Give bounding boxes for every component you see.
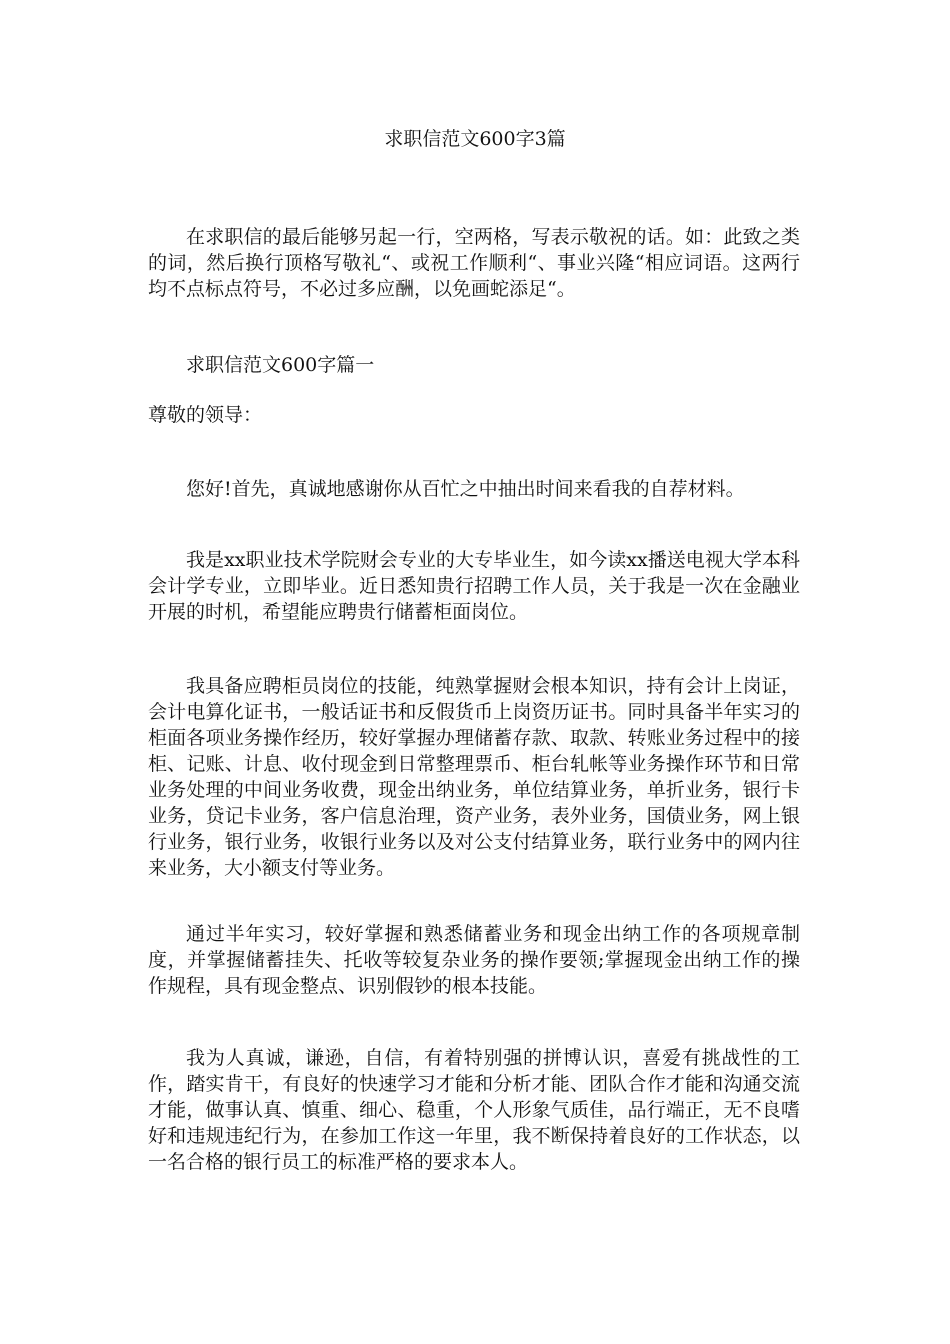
intro-paragraph: 在求职信的最后能够另起一行，空两格，写表示敬祝的话。如：此致之类的词，然后换行顶格写敬礼“、或祝工作顺利“、事业兴隆“相应词语。这两行均不点标点符号，不必过多应酬，以免画蛇添足“。	[148, 226, 800, 300]
body-paragraph-1: 您好!首先，真诚地感谢你从百忙之中抽出时间来看我的自荐材料。	[186, 478, 745, 500]
body-paragraph-4: 通过半年实习，较好掌握和熟悉储蓄业务和现金出纳工作的各项规章制度，并掌握储蓄挂失、托收等较复杂业务的操作要领;掌握现金出纳工作的操作规程，具有现金整点、识别假钞的根本技能。	[148, 923, 800, 997]
document-title: 求职信范文600字3篇	[384, 128, 566, 150]
body-paragraph-3: 我具备应聘柜员岗位的技能，纯熟掌握财会根本知识，持有会计上岗证，会计电算化证书，一般话证书和反假货币上岗资历证书。同时具备半年实习的柜面各项业务操作经历，较好掌握办理储蓄存款、取款、转账业务过程中的接柜、记账、计息、收付现金到日常整理票币、柜台轧帐等业务操作环节和日常业务处理的中间业务收费，现金出纳业务，单位结算业务，单折业务，银行卡业务，贷记卡业务，客户信息治理，资产业务，表外业务，国债业务，网上银行业务，银行业务，收银行业务以及对公支付结算业务，联行业务中的网内往来业务，大小额支付等业务。	[148, 675, 800, 879]
salutation: 尊敬的领导：	[148, 404, 263, 426]
body-paragraph-5: 我为人真诚，谦逊，自信，有着特别强的拼博认识，喜爱有挑战性的工作，踏实肯干，有良好的快速学习才能和分析才能、团队合作才能和沟通交流才能，做事认真、慎重、细心、稳重，个人形象气质佳，品行端正，无不良嗜好和违规违纪行为，在参加工作这一年里，我不断保持着良好的工作状态，以一名合格的银行员工的标准严格的要求本人。	[148, 1047, 800, 1173]
body-paragraph-2: 我是xx职业技术学院财会专业的大专毕业生，如今读xx播送电视大学本科会计学专业，立即毕业。近日悉知贵行招聘工作人员，关于我是一次在金融业开展的时机，希望能应聘贵行储蓄柜面岗位。	[148, 549, 800, 623]
section-heading: 求职信范文600字篇一	[186, 354, 375, 376]
